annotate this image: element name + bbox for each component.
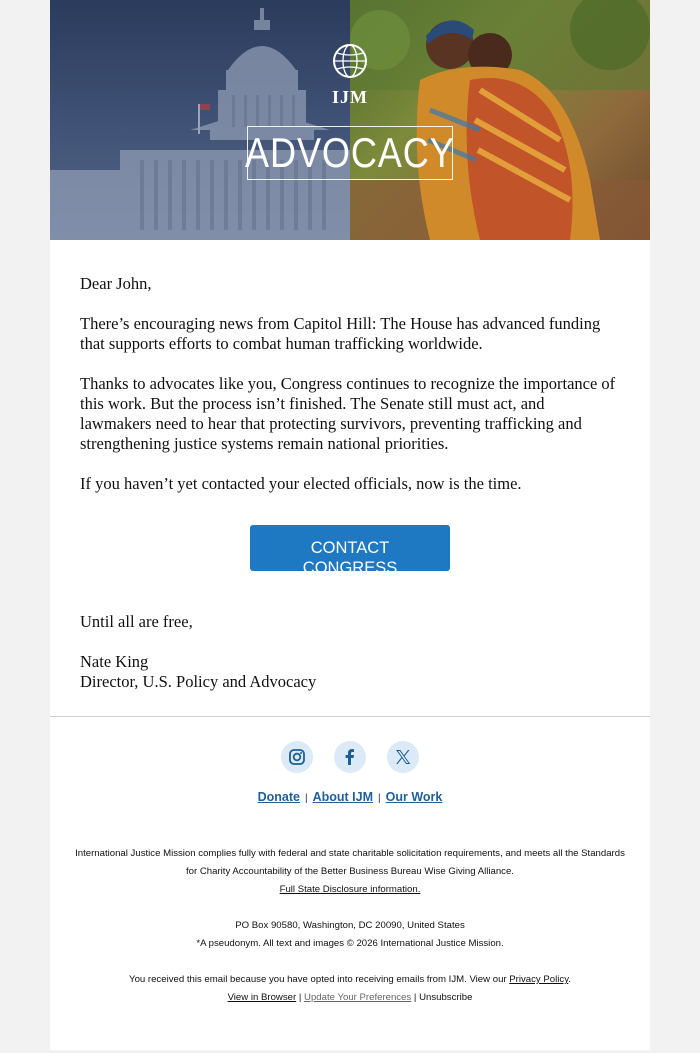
privacy-policy-link[interactable]: Privacy Policy (509, 974, 569, 985)
unsubscribe-link[interactable]: Unsubscribe (419, 992, 473, 1003)
email-body (50, 0, 650, 1050)
our-work-link[interactable]: Our Work (385, 790, 443, 804)
pseudonym-note: *A pseudonym. All text and images © 2026 International Justice Mission. (196, 938, 504, 949)
nav-separator: | (305, 793, 308, 804)
closing: Until all are free, (80, 612, 193, 631)
signer-name: Nate King (80, 652, 149, 671)
letter-content (50, 240, 650, 692)
compliance-line-1: International Justice Mission complies fully with federal and state charitable solicitation requirements, and meets all the Standards (75, 848, 625, 859)
social-links (50, 741, 650, 773)
cta-wrapper (80, 525, 620, 578)
globe-icon (331, 42, 369, 80)
facebook-icon[interactable] (334, 741, 366, 773)
pipe: | (413, 992, 417, 1003)
mailing-address: PO Box 90580, Washington, DC 20090, United States (235, 920, 465, 931)
greeting: Dear John, (80, 274, 152, 293)
footer-nav (50, 790, 650, 804)
pipe: | (298, 992, 302, 1003)
view-in-browser-link[interactable]: View in Browser (227, 992, 297, 1003)
x-icon[interactable] (387, 741, 419, 773)
hero-banner (50, 0, 650, 240)
optin-text: You received this email because you have opted into receiving emails from IJM. View our (129, 974, 507, 985)
ijm-logo[interactable] (320, 42, 380, 108)
nav-separator: | (378, 793, 381, 804)
footer-divider (50, 716, 650, 717)
contact-congress-button[interactable]: CONTACT CONGRESS (250, 525, 450, 571)
signature-block (80, 612, 620, 692)
optin-line (60, 971, 640, 989)
legal-text (60, 845, 640, 1007)
about-ijm-link[interactable]: About IJM (312, 790, 374, 804)
capitol-photo (50, 0, 350, 240)
paragraph-3: If you haven’t yet contacted your elected officials, now is the time. (80, 474, 522, 493)
update-preferences-link[interactable]: Update Your Preferences (304, 992, 412, 1003)
state-disclosure-link[interactable]: Full State Disclosure information. (279, 884, 421, 895)
advocacy-banner (247, 126, 453, 180)
advocacy-title: ADVOCACY (245, 129, 455, 176)
donate-link[interactable]: Donate (257, 790, 300, 804)
women-photo (350, 0, 650, 240)
email-actions (60, 989, 640, 1007)
instagram-icon[interactable] (281, 741, 313, 773)
signer-title: Director, U.S. Policy and Advocacy (80, 672, 317, 691)
logo-text: IJM (332, 87, 368, 107)
paragraph-1: There’s encouraging news from Capitol Hill: The House has advanced funding that supports efforts to combat human trafficking worldwide. (80, 314, 601, 353)
compliance-line-2: for Charity Accountability of the Better Business Bureau Wise Giving Alliance. (186, 866, 514, 877)
paragraph-2: Thanks to advocates like you, Congress continues to recognize the importance of this work. But the process isn’t finished. The Senate still must act, and lawmakers need to hear that protecting survivors, preventing trafficking and strengthening justice systems remain national priorities. (80, 374, 616, 453)
period: . (568, 974, 571, 985)
